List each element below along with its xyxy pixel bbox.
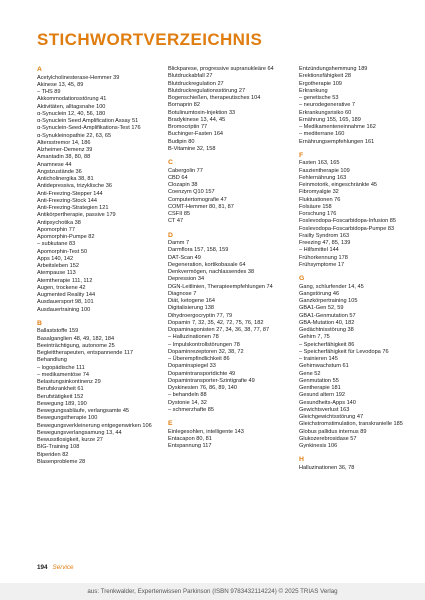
index-entry: Diagnose 7 xyxy=(168,290,197,297)
index-entry: DAT-Scan 49 xyxy=(168,254,201,261)
index-entry: Frühorkennung 178 xyxy=(299,254,348,261)
index-entry: Apomorphin-Test 50 xyxy=(37,248,88,255)
index-entry: Foslevodopa-Foscarbidopa-Infusion 85 xyxy=(299,218,397,225)
index-entry: Altersstremor 14, 186 xyxy=(37,139,91,146)
index-entry: Blickparese, progressive supranukleäre 64 xyxy=(168,66,274,72)
index-entry: – Speicherfähigkeit für Levodopa 76 xyxy=(299,348,389,355)
index-entry: Digitalisierung 138 xyxy=(168,305,215,312)
index-entry: Ganzkörpertraining 105 xyxy=(299,298,358,304)
index-entry: Entspannung 117 xyxy=(168,443,212,449)
index-entry: Bewegungsabläufe, verlangsamte 45 xyxy=(37,408,130,414)
index-entry: Entacapon 80, 81 xyxy=(168,435,212,442)
index-entry: Apomorphin-Pumpe 82 xyxy=(37,234,95,240)
index-entry: Behandlung xyxy=(37,357,67,364)
index-entry: Bewegungsverlangsamung 13, 44 xyxy=(37,429,122,436)
index-entry: – Halluzinationen 78 xyxy=(168,334,219,341)
index-entry: Blutdruckabfall 27 xyxy=(168,73,213,80)
index-entry: Arbeitsleben 152 xyxy=(37,263,79,269)
index-entry: Bogenschießen, therapeutisches 104 xyxy=(168,95,261,101)
index-entry: Antikörpertherapie, passive 179 xyxy=(37,212,116,219)
index-entry: Anticholinergika 38, 81 xyxy=(37,176,94,182)
index-entry: – medikamentöse 74 xyxy=(37,371,89,378)
index-entry: Budipin 80 xyxy=(168,138,195,145)
index-entry: Alzheimer-Demenz 39 xyxy=(37,147,93,153)
index-entry: Blutdruckregulation 27 xyxy=(168,80,224,87)
index-entry: Glukozerebrosidase 57 xyxy=(299,435,357,442)
index-entry: α-Synuclein 12, 40, 56, 180 xyxy=(37,110,106,117)
index-entry: Begleittherapeuten, entspannende 117 xyxy=(37,350,134,356)
index-entry: α-Synuclein Seed Amplification Assay 51 xyxy=(37,118,139,124)
index-entry: – Speicherfähigkeit 86 xyxy=(299,341,355,348)
index-entry: Entzündungshemmung 189 xyxy=(299,66,368,72)
index-letter-heading: E xyxy=(168,420,173,427)
index-entry: Bornaprin 82 xyxy=(168,102,201,109)
section-label: Service xyxy=(52,564,74,571)
index-entry: Faszientherapie 109 xyxy=(299,167,350,174)
index-entry: Gesundheits-Apps 140 xyxy=(299,399,356,406)
index-entry: Gentherapie 181 xyxy=(299,385,341,391)
index-entry: Bewusstlosigkeit, kurze 27 xyxy=(37,437,103,443)
index-entry: GBA1-Gen 52, 59 xyxy=(299,305,344,312)
index-entry: Dopaminagonisten 27, 34, 36, 38, 77, 87 xyxy=(168,327,270,333)
index-entry: Akkommodationsstörung 41 xyxy=(37,96,107,103)
index-entry: CSFII 85 xyxy=(168,211,191,217)
index-entry: Basalganglien 48, 49, 182, 184 xyxy=(37,335,115,342)
index-entry: Clozapin 38 xyxy=(168,182,198,188)
index-entry: Augmented Reality 144 xyxy=(37,292,96,298)
index-entry: Erektionsfähigkeit 28 xyxy=(299,73,351,80)
index-entry: Fehlernährung 163 xyxy=(299,174,347,181)
index-column-2 xyxy=(168,66,286,450)
index-entry: BIG-Training 108 xyxy=(37,444,80,451)
index-entry: Feinmotorik, eingeschränkte 45 xyxy=(299,182,378,188)
index-entry: Erkrankung xyxy=(299,87,328,94)
index-entry: Gedächtnisstörung 38 xyxy=(299,327,354,333)
index-entry: Gangstörung 46 xyxy=(299,290,340,297)
index-entry: Botulinumtoxin-Injektion 33 xyxy=(168,109,236,116)
index-entry: – THS 89 xyxy=(37,89,61,95)
index-entry: Damm 7 xyxy=(168,240,190,246)
index-entry: – Medikamenteneinnahme 162 xyxy=(299,124,376,130)
folio xyxy=(37,564,74,571)
index-letter-heading: G xyxy=(299,275,305,282)
index-entry: Apomorphin 77 xyxy=(37,226,75,233)
index-entry: Ausdauertraining 100 xyxy=(37,306,91,313)
index-entry: – Hilfsmittel 144 xyxy=(299,247,339,254)
index-entry: Dopamin 7, 32, 35, 42, 72, 75, 76, 182 xyxy=(168,319,264,326)
index-entry: Frühsymptome 17 xyxy=(299,261,345,268)
index-letter-heading: B xyxy=(37,319,42,327)
index-entry: Dopamintransporter-Szintigrafie 49 xyxy=(168,377,255,384)
index-entry: Degeneration, kortikobasale 64 xyxy=(168,261,246,268)
index-entry: Gleichgewichtsstörung 47 xyxy=(299,414,364,420)
index-entry: Cabergolin 77 xyxy=(168,167,203,174)
index-entry: Ernährung 155, 165, 189 xyxy=(299,116,361,123)
index-entry: Computertomografie 47 xyxy=(168,196,227,203)
index-entry: Berufstätigkeit 152 xyxy=(37,393,84,400)
index-entry: – mediterrane 160 xyxy=(299,131,345,138)
index-entry: Antipsychotika 38 xyxy=(37,219,81,226)
index-entry: Gehirnwachstum 61 xyxy=(299,363,349,370)
index-entry: GBA1-Genmutation 57 xyxy=(299,312,356,319)
index-entry: α-Synukleinopathie 22, 63, 65 xyxy=(37,132,112,139)
index-entry: – schmerzhafte 85 xyxy=(168,406,215,413)
index-entry: Gesund altern 192 xyxy=(299,392,346,399)
index-entry: Ernährungsempfehlungen 161 xyxy=(299,138,375,145)
index-letter-heading: A xyxy=(37,66,42,73)
index-entry: Fasten 163, 165 xyxy=(299,160,340,167)
footer-credit: aus: Trenkwalder, Expertenwissen Parkinson (ISBN 9783432114224) © 2025 TRIAS Verlag xyxy=(0,583,425,600)
index-entry: – genetische 53 xyxy=(299,95,339,101)
index-entry: Bewegungstherapie 100 xyxy=(37,415,98,422)
index-entry: COMT-Hemmer 80, 81, 87 xyxy=(168,203,234,210)
index-entry: Buchinger-Fasten 164 xyxy=(168,131,224,138)
index-entry: – Überempfindlichkeit 86 xyxy=(168,356,230,362)
index-entry: Dopaminspiegel 33 xyxy=(168,363,216,370)
index-letter-heading: F xyxy=(299,151,304,159)
index-entry: Augen, trockene 42 xyxy=(37,284,86,291)
index-entry: Fluktuationen 76 xyxy=(299,196,341,203)
index-entry: Dyskinesien 76, 86, 89, 140 xyxy=(168,385,238,391)
index-entry: Gang, schlurfender 14, 45 xyxy=(299,283,364,290)
index-entry: CT 47 xyxy=(168,218,184,225)
index-entry: Ballaststoffe 159 xyxy=(37,328,79,335)
index-entry: Bewegung 189, 190 xyxy=(37,400,87,407)
index-entry: Gleichstromstimulation, transkranielle 185 xyxy=(299,421,403,428)
page-number: 194 xyxy=(37,564,48,571)
index-entry: Angstzustände 36 xyxy=(37,168,82,175)
index-entry: – subkutane 83 xyxy=(37,241,76,248)
index-entry: Denkvermögen, nachlassendes 38 xyxy=(168,269,255,275)
index-entry: Genmutation 55 xyxy=(299,377,339,384)
index-entry: Beeinträchtigung, autonome 25 xyxy=(37,342,115,349)
index-entry: Gene 52 xyxy=(299,370,321,377)
index-entry: Frailty Syndrom 163 xyxy=(299,232,350,239)
index-entry: – trainieren 145 xyxy=(299,356,338,362)
index-entry: DGN-Leitlinien, Therapieempfehlungen 74 xyxy=(168,283,273,290)
index-entry: Blutdruckregulationsstörung 27 xyxy=(168,87,246,94)
index-entry: Diät, ketogene 164 xyxy=(168,298,215,304)
index-entry: Aktivitäten, alltagsnahe 100 xyxy=(37,103,106,110)
index-letter-heading: H xyxy=(299,456,304,464)
index-entry: – neurodegenerative 7 xyxy=(299,102,355,109)
index-entry: Antidepressiva, trizyklische 36 xyxy=(37,183,112,190)
index-entry: – logopädische 111 xyxy=(37,364,85,371)
index-entry: Einlegesohlen, intelligente 143 xyxy=(168,428,244,435)
index-entry: Freezing 47, 85, 139 xyxy=(299,240,351,246)
index-entry: B-Vitamine 32, 158 xyxy=(168,145,216,152)
page-title: STICHWORTVERZEICHNIS xyxy=(37,30,263,49)
index-entry: Blasenprobleme 28 xyxy=(37,458,86,465)
index-column-3 xyxy=(299,66,417,472)
index-entry: Folsäure 158 xyxy=(299,203,332,210)
index-entry: Gewichtsverlust 163 xyxy=(299,406,350,413)
index-entry: Anamnese 44 xyxy=(37,161,72,168)
index-entry: Biperiden 82 xyxy=(37,451,69,458)
index-entry: Dystonie 14, 32 xyxy=(168,399,207,406)
index-entry: Darmflora 157, 158, 159 xyxy=(168,247,229,254)
index-entry: Fibromyalgie 32 xyxy=(299,189,339,196)
index-entry: Akinese 13, 45, 89 xyxy=(37,81,84,88)
index-entry: Ergotherapie 109 xyxy=(299,80,342,87)
index-entry: Dopaminrezeptoren 32, 38, 72 xyxy=(168,348,244,355)
index-entry: – behandeln 88 xyxy=(168,392,207,399)
index-entry: Acetylcholinesterase-Hemmer 39 xyxy=(37,74,120,81)
index-entry: Anti-Freezing-Stepper 144 xyxy=(37,190,103,197)
index-entry: Belastungsinkontinenz 29 xyxy=(37,379,101,385)
index-entry: Depression 34 xyxy=(168,276,205,283)
index-column-1 xyxy=(37,66,155,466)
index-entry: Coenzym Q10 157 xyxy=(168,189,215,196)
index-entry: Dihydroergocryptin 77, 79 xyxy=(168,312,233,319)
index-letter-heading: D xyxy=(168,231,173,239)
index-entry: – Impulskontrollstörungen 78 xyxy=(168,341,240,348)
index-entry: Bradykinese 13, 44, 45 xyxy=(168,116,226,123)
index-entry: Globus pallidus internus 89 xyxy=(299,428,367,435)
index-entry: Forschung 176 xyxy=(299,211,337,217)
index-entry: Anti-Freezing-Strategien 121 xyxy=(37,205,109,211)
index-entry: Bewegungsverkleinerung entgegenwirken 106 xyxy=(37,422,152,429)
index-entry: Foslevodopa-Foscarbidopa-Pumpe 83 xyxy=(299,225,395,232)
index-entry: Halluzinationen 36, 78 xyxy=(299,464,355,471)
index-entry: GBA-Mutation 40, 182 xyxy=(299,319,355,326)
index-entry: Amantadin 38, 80, 88 xyxy=(37,154,91,161)
index-entry: Berufskrankheit 61 xyxy=(37,386,84,393)
index-entry: α-Synuclein-Seed-Amplifikations-Test 176 xyxy=(37,125,141,132)
index-entry: Apps 140, 142 xyxy=(37,255,74,262)
index-entry: Gehirn 7, 75 xyxy=(299,334,330,341)
index-entry: Bromocriptin 77 xyxy=(168,124,208,130)
index-entry: Erkrankungsrisiko 60 xyxy=(299,109,352,116)
index-entry: Atemtherapie 111, 112 xyxy=(37,277,93,284)
index-entry: Dopamintransportdichte 49 xyxy=(168,370,236,377)
index-entry: Anti-Freezing-Stock 144 xyxy=(37,197,98,204)
index-entry: Atempause 113 xyxy=(37,270,76,277)
index-entry: Gynkinesis 106 xyxy=(299,443,338,449)
index-entry: CBD 64 xyxy=(168,174,188,181)
index-entry: Ausdauersport 98, 101 xyxy=(37,299,94,306)
index-letter-heading: C xyxy=(168,159,173,166)
